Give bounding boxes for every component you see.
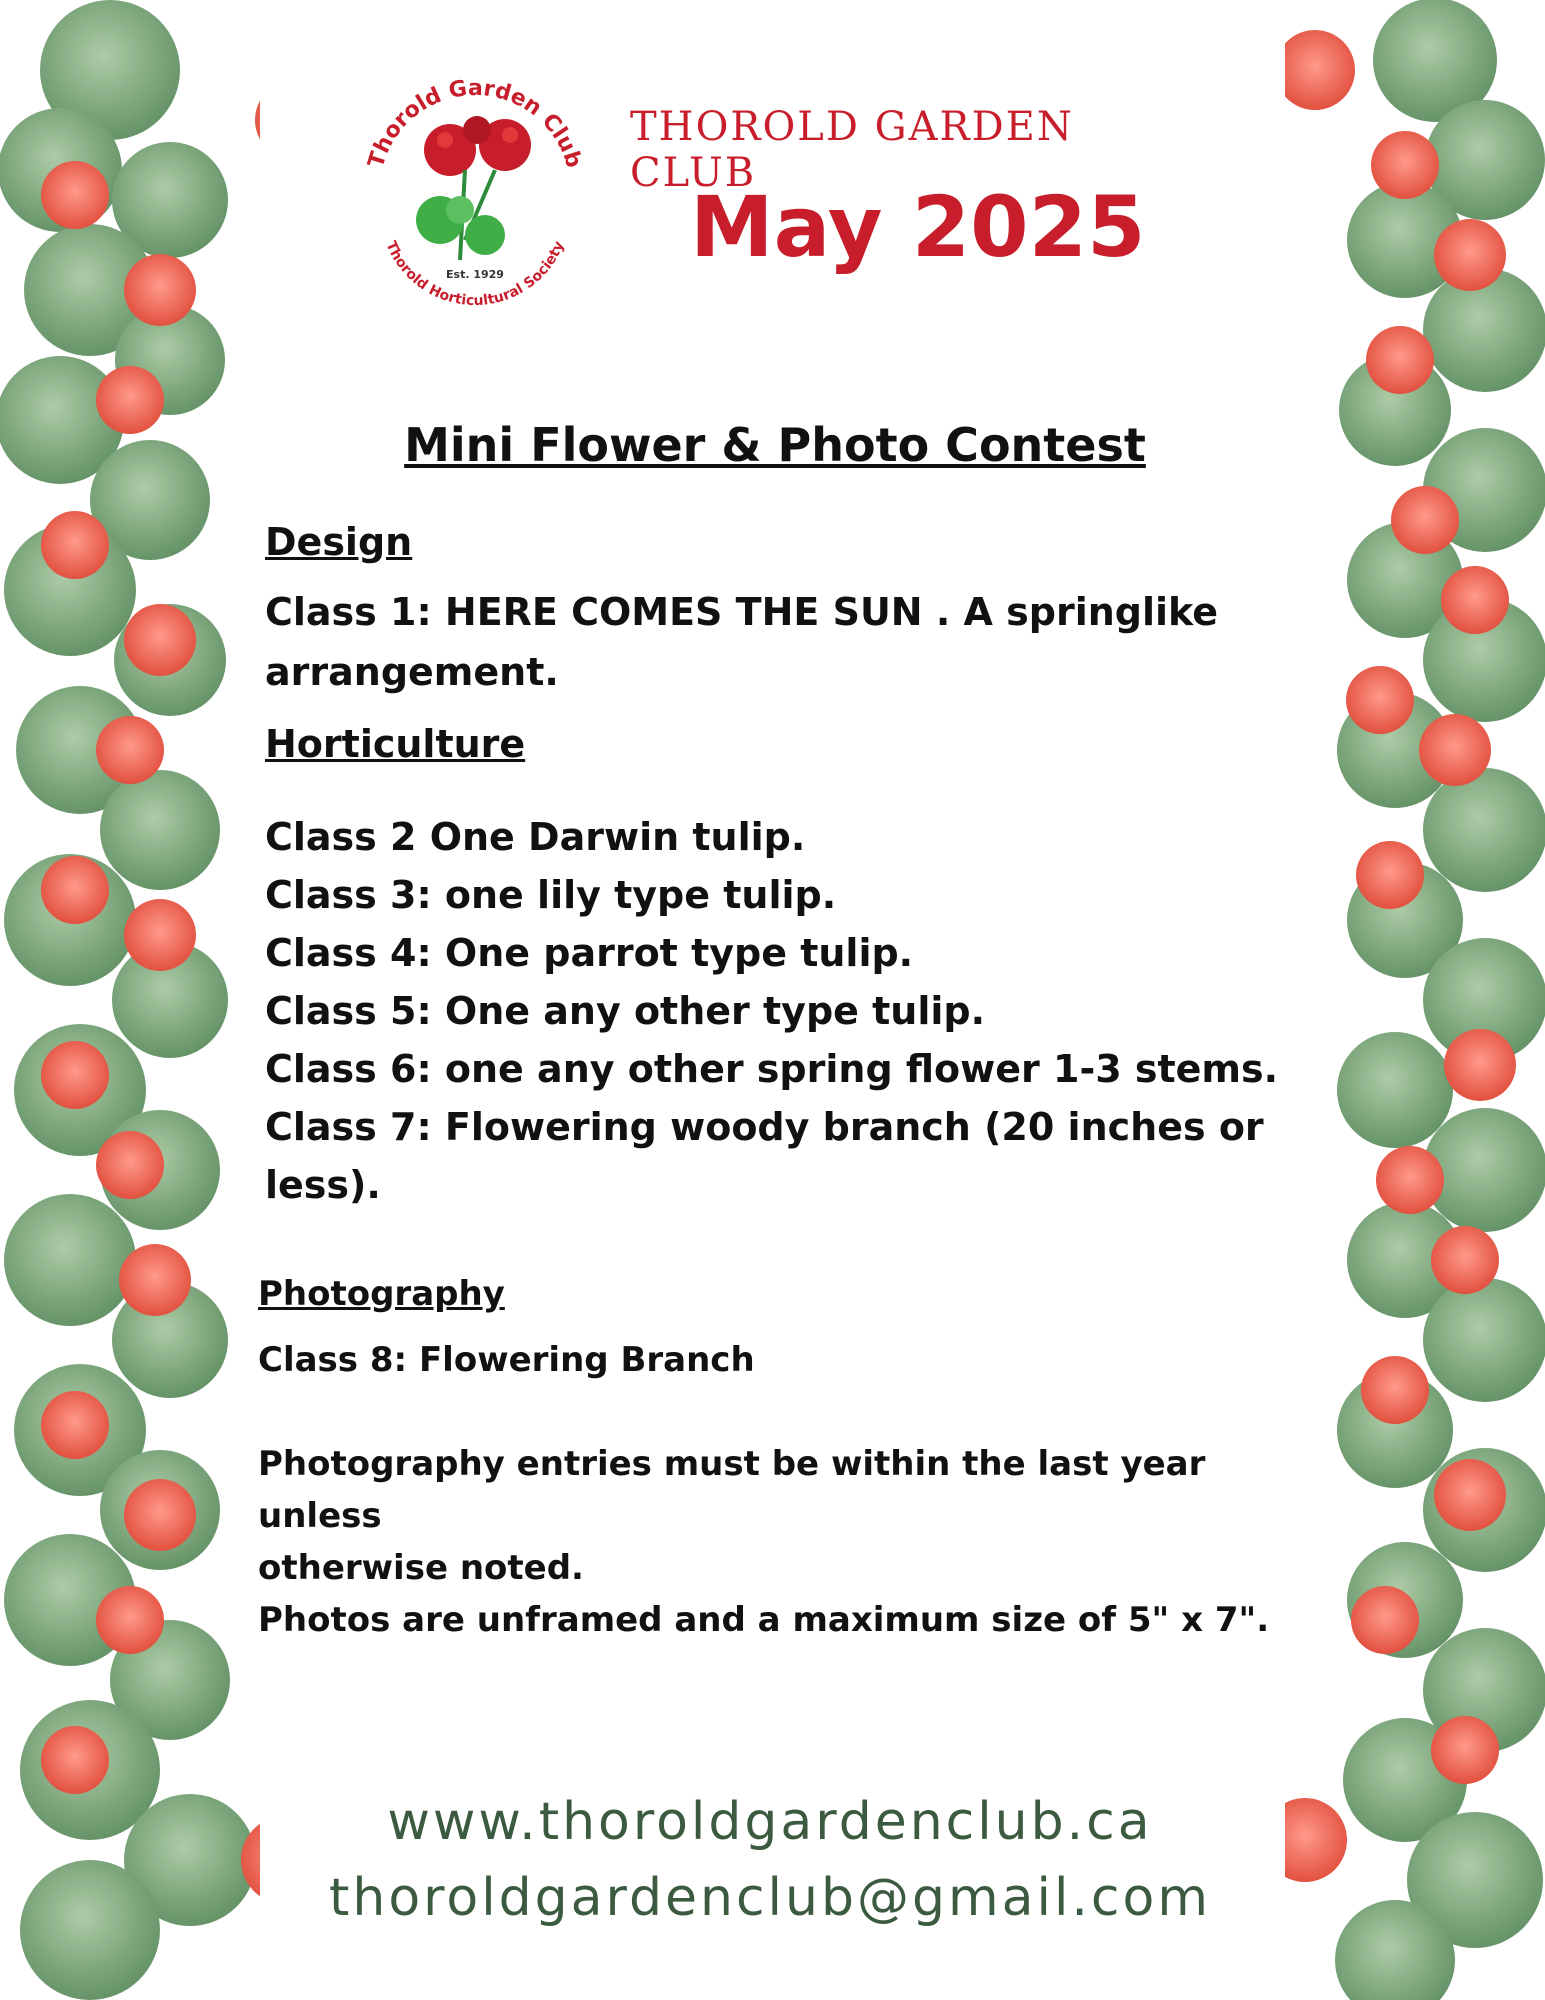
logo-society-text: Thorold Horticultural Society	[382, 238, 568, 310]
class2-item: Class 2 One Darwin tulip.	[265, 815, 806, 859]
photo-note-line3: Photos are unframed and a maximum size of 5" x 7".	[258, 1600, 1270, 1640]
design-heading: Design	[265, 520, 413, 564]
class3-item: Class 3: one lily type tulip.	[265, 873, 837, 917]
class8-item: Class 8: Flowering Branch	[258, 1340, 755, 1380]
contest-details	[258, 520, 1325, 1646]
class1-line2: arrangement.	[265, 650, 559, 694]
class1-line1: Class 1: HERE COMES THE SUN . A springlike	[265, 590, 1219, 634]
logo-est-text: Est. 1929	[446, 268, 504, 281]
email-link[interactable]: thoroldgardenclub@gmail.com	[329, 1868, 1211, 1928]
left-floral-border	[0, 0, 260, 2000]
geranium-icon	[416, 116, 531, 260]
logo-arc-text: Thorold Garden Club	[363, 75, 587, 171]
website-link[interactable]: www.thoroldgardenclub.ca	[387, 1792, 1153, 1852]
photo-note-line1: Photography entries must be within the last year unless	[258, 1444, 1206, 1536]
photography-heading: Photography	[258, 1274, 505, 1314]
class4-item: Class 4: One parrot type tulip.	[265, 931, 914, 975]
photo-note-line2: otherwise noted.	[258, 1548, 584, 1588]
class6-item: Class 6: one any other spring flower 1-3 stems.	[265, 1047, 1279, 1091]
month-year-title: May 2025	[690, 178, 1146, 276]
club-name-heading: THOROLD GARDEN CLUB	[630, 104, 1074, 196]
horticulture-heading: Horticulture	[265, 722, 526, 766]
class5-item: Class 5: One any other type tulip.	[265, 989, 986, 1033]
class7-item: Class 7: Flowering woody branch (20 inches or less).	[265, 1105, 1264, 1207]
club-logo	[355, 60, 595, 315]
contest-title: Mini Flower & Photo Contest	[404, 418, 1146, 472]
